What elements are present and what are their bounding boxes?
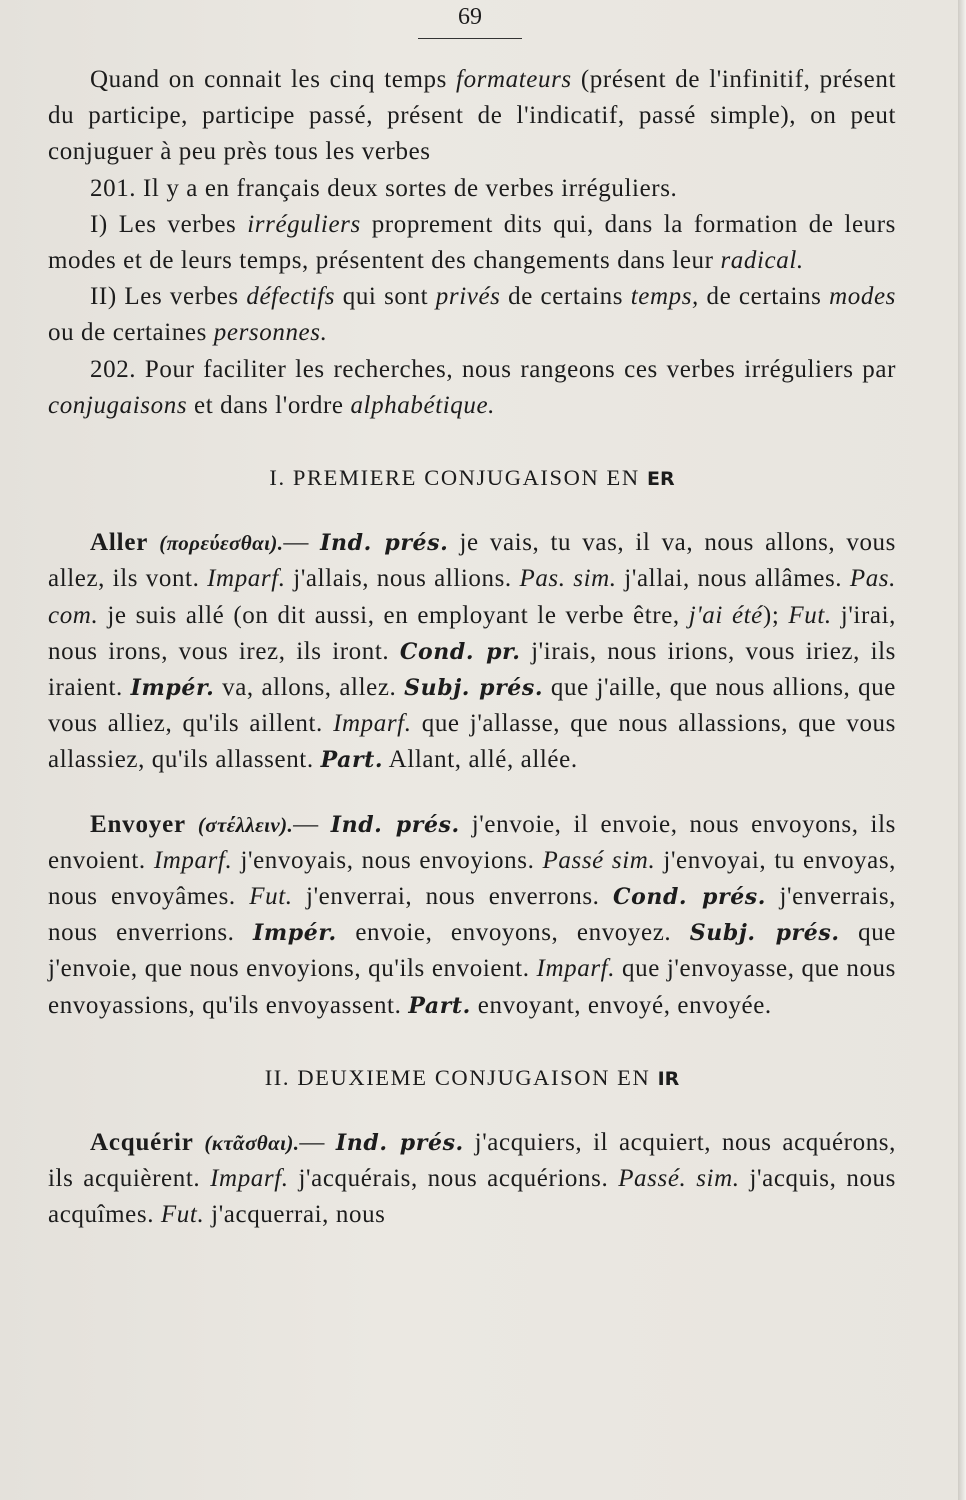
em-dash: — (293, 810, 319, 838)
page-edge (958, 0, 966, 1500)
forms: je suis allé (on dit aussi, en employant le verbe être, (107, 601, 680, 629)
heading-2-text: II. DEUXIEME CONJUGAISON EN (264, 1064, 651, 1090)
heading-1-suffix: ER (646, 468, 675, 491)
entry-aller (48, 525, 896, 778)
verb-headword: Aller (90, 529, 149, 557)
tense-label: Ind. prés. (320, 530, 449, 557)
heading-1-text: I. PREMIERE CONJUGAISON EN (269, 465, 640, 491)
forms: va, allons, allez. (222, 674, 397, 702)
intro-italic: formateurs (456, 66, 572, 93)
greek-gloss: (πορεύεσθαι). (159, 531, 284, 556)
tense-label: Fut. (249, 883, 293, 911)
tense-label: Part. (408, 992, 471, 1019)
greek-gloss: (κτᾶσθαι). (204, 1131, 300, 1156)
intro-text-b: (présent de l'infinitif, présent du participe, participe passé, présent de l'indicatif, passé simple), on peut conjuguer à peu près tous les verbes (48, 66, 896, 166)
p-II-italic-1: défectifs (246, 283, 336, 311)
section-heading-2 (48, 1060, 896, 1097)
tense-label: Part. (320, 747, 384, 774)
tense-label: Imparf. (333, 710, 412, 738)
tense-label: Imparf. (207, 565, 286, 593)
forms: que j'allasse, que nous allassions, que vous allassiez, qu'ils allassent. (48, 710, 896, 774)
tense-label: Pas. com. (48, 565, 896, 629)
forms: envoyant, envoyé, envoyée. (477, 991, 772, 1019)
p-I-italic-b: radical. (720, 247, 804, 275)
em-dash: — (283, 529, 309, 557)
tense-label: Impér. (130, 675, 215, 702)
tense-label: Pas. sim. (519, 565, 617, 593)
forms: j'acquiers, il acquiert, nous acquérons, ils acquièrent. (48, 1129, 896, 1193)
forms-italic: j'ai été (688, 601, 763, 629)
p-II-italic-4: modes (829, 283, 896, 311)
page-text (48, 62, 896, 1234)
forms: envoie, envoyons, envoyez. (355, 919, 672, 947)
p-I-italic: irréguliers (247, 210, 361, 238)
tense-label: Cond. pr. (399, 638, 521, 665)
verb-headword: Envoyer (90, 810, 186, 838)
p-II-italic-5: personnes. (213, 319, 328, 347)
tense-label: Imparf. (536, 955, 616, 983)
p-202-text-a: 202. Pour faciliter les recherches, nous rangeons ces verbes irréguliers par (90, 355, 896, 383)
spacer (48, 497, 896, 525)
paragraph-202 (48, 352, 896, 424)
forms: que j'envoyasse, que nous envoyassions, qu'ils envoyassent. (48, 955, 896, 1019)
paragraph-II (48, 279, 896, 351)
forms: j'enverrais, nous enverrions. (48, 883, 896, 947)
spacer (48, 424, 896, 460)
p-II-italic-2: privés (435, 283, 501, 311)
page-number-rule (418, 38, 522, 39)
p-202-italic-2: alphabétique. (350, 391, 496, 419)
intro-text-a: Quand on connait les cinq temps (90, 66, 457, 93)
entry-acquerir (48, 1125, 896, 1234)
forms: je vais, tu vas, il va, nous allons, vous allez, ils vont. (48, 529, 896, 593)
spacer (48, 779, 896, 807)
spacer (48, 1097, 896, 1125)
intro-paragraph (48, 62, 896, 171)
p-I-text: I) Les verbes (90, 210, 237, 238)
forms: j'acquerrai, nous (211, 1201, 386, 1229)
forms: Allant, allé, allée. (388, 746, 578, 774)
tense-label: Imparf. (153, 846, 233, 874)
tense-label: Imparf. (210, 1165, 289, 1193)
forms: j'envoyais, nous envoyions. (240, 846, 535, 874)
em-dash: — (299, 1129, 326, 1157)
p-II-text-d: de certains (706, 283, 822, 311)
punctuation: ); (762, 601, 780, 629)
forms: j'acquérais, nous acquérions. (298, 1165, 609, 1193)
section-heading-1 (48, 460, 896, 497)
tense-label: Passé sim. (542, 846, 656, 874)
p-II-text-c: de certains (508, 283, 624, 311)
greek-gloss: (στέλλειν). (197, 812, 294, 837)
p-202-text-b: et dans l'ordre (194, 391, 344, 419)
forms: j'envoie, il envoie, nous envoyons, ils envoient. (48, 810, 896, 874)
forms: j'irai, nous irons, vous irez, ils iront. (48, 601, 896, 665)
tense-label: Subj. prés. (689, 920, 840, 947)
spacer (48, 1024, 896, 1060)
entry-envoyer (48, 807, 896, 1024)
forms: que j'aille, que nous allions, que vous alliez, qu'ils aillent. (48, 674, 896, 738)
p-I-text-b: proprement dits qui, dans la formation de leurs modes et de leurs temps, présentent des changements dans leur (48, 210, 897, 275)
forms: j'envoyai, tu envoyas, nous envoyâmes. (48, 846, 897, 911)
p-II-text-b: qui sont (342, 283, 429, 311)
forms: que j'envoie, que nous envoyions, qu'ils envoient. (48, 919, 897, 983)
heading-2-suffix: IR (657, 1067, 680, 1090)
paragraph-201: 201. Il y a en français deux sortes de verbes irréguliers. (90, 174, 678, 202)
forms: j'enverrai, nous enverrons. (306, 883, 600, 911)
p-II-italic-3: temps, (630, 283, 699, 311)
tense-label: Fut. (788, 601, 832, 629)
p-II-text-e: ou de certaines (48, 319, 207, 347)
page-number: 69 (458, 4, 482, 30)
verb-headword: Acquérir (90, 1129, 194, 1157)
forms: j'allai, nous allâmes. (624, 565, 843, 593)
p-II-text-a: II) Les verbes (90, 283, 239, 311)
forms: j'irais, nous irions, vous iriez, ils iraient. (48, 637, 896, 702)
forms: j'acquis, nous acquîmes. (48, 1165, 896, 1229)
tense-label: Impér. (253, 920, 337, 947)
tense-label: Subj. prés. (404, 675, 544, 702)
tense-label: Cond. prés. (612, 884, 767, 911)
forms: j'allais, nous allions. (293, 565, 512, 593)
p-202-italic-1: conjugaisons (48, 391, 188, 419)
tense-label: Fut. (160, 1201, 205, 1229)
tense-label: Ind. prés. (335, 1130, 464, 1157)
tense-label: Ind. prés. (330, 811, 460, 838)
tense-label: Passé. sim. (618, 1165, 740, 1193)
paragraph-I (48, 207, 896, 279)
